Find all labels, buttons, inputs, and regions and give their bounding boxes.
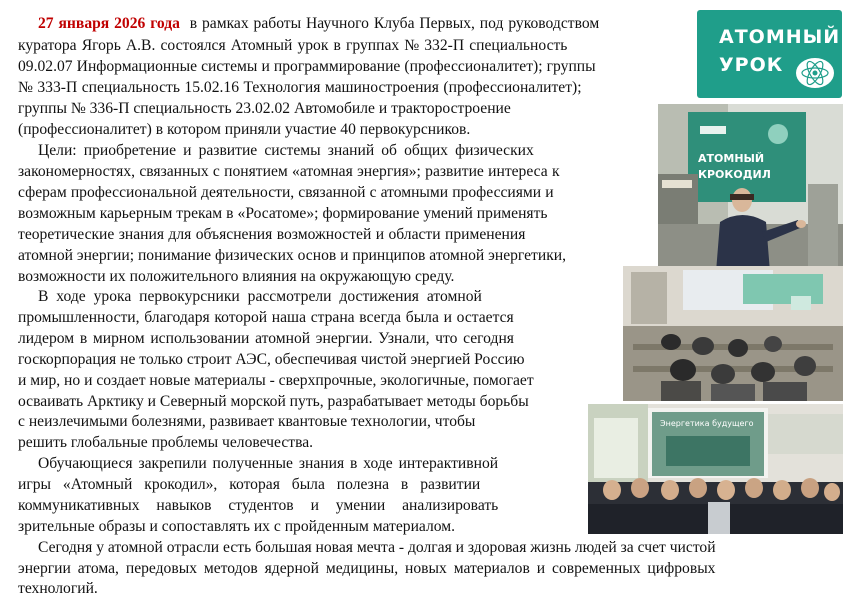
- photo-classroom: [623, 266, 843, 401]
- photo-teacher-slide: [658, 104, 843, 272]
- text-line: группы № 336-П специальность 23.02.02 Автомобиле и тракторостроение: [18, 100, 511, 117]
- text-line: решить глобальные проблемы человечества.: [18, 434, 314, 451]
- text-line: № 333-П специальность 15.02.16 Технология машиностроения (профессионалитет);: [18, 79, 582, 96]
- text-line: с неизлечимыми болезнями, развивает квантовые технологии, чтобы: [18, 413, 476, 430]
- text-line: Сегодня у атомной отрасли есть большая новая мечта - долгая и здоровая жизнь людей за счет чистой: [38, 539, 716, 556]
- line-text: в рамках работы Научного Клуба Первых, под руководством: [189, 15, 600, 32]
- text-line: энергии атома, передовых методов ядерной медицины, новых материалов и современных цифровых: [18, 560, 716, 577]
- slide-line2: КРОКОДИЛ: [698, 168, 771, 181]
- article-date: 27 января 2026 года: [38, 15, 180, 32]
- text-line: В ходе урока первокурсники рассмотрели достижения атомной: [38, 288, 482, 305]
- photo-group: [588, 404, 843, 534]
- logo-line1: АТОМНЫЙ: [719, 26, 841, 48]
- text-line: коммуникативных навыков студентов и умении анализировать: [18, 497, 499, 514]
- text-line: возможным карьерным трекам в «Росатоме»; формирование умений применять: [18, 205, 548, 222]
- photo-teacher-slide-image: [658, 104, 843, 272]
- text-line: игры «Атомный крокодил», которая была полезна в развитии: [18, 476, 481, 493]
- photo-classroom-image: [623, 266, 843, 401]
- text-line: лидером в мирном использовании атомной энергии. Узнали, что сегодня: [18, 330, 514, 347]
- text-line: закономерностях, связанных с понятием «атомная энергия»; развитие интереса к: [18, 163, 560, 180]
- text-line: Цели: приобретение и развитие системы знаний об общих физических: [38, 142, 534, 159]
- text-line: промышленности, благодаря которой наша страна всегда была и остается: [18, 309, 514, 326]
- atomic-lesson-logo: [697, 10, 842, 98]
- atom-badge-icon: [793, 54, 837, 92]
- text-line: сферам профессиональной деятельности, связанной с атомными профессиями и: [18, 184, 554, 201]
- slide-title: Энергетика будущего: [660, 419, 754, 428]
- text-line: осваивать Арктику и Северный морской путь, разрабатывает методы борьбы: [18, 393, 529, 410]
- text-line: зрительные образы и сопоставлять их с пройденным материалом.: [18, 518, 456, 535]
- text-line: Обучающиеся закрепили полученные знания в ходе интерактивной: [38, 455, 499, 472]
- photo-group-image: [588, 404, 843, 534]
- logo-line2: УРОК: [719, 54, 784, 76]
- text-line: технологий.: [18, 580, 98, 597]
- text-line: 09.02.07 Информационные системы и программирование (профессионалитет); группы: [18, 58, 596, 75]
- slide-line1: АТОМНЫЙ: [698, 152, 765, 165]
- text-line: атомной энергии; понимание физических основ и принципов атомной энергетики,: [18, 247, 567, 264]
- text-line: возможности их положительного влияния на окружающую среду.: [18, 268, 455, 285]
- text-line: и мир, но и создает новые материалы - сверхпрочные, экологичные, помогает: [18, 372, 534, 389]
- text-line: (профессионалитет) в котором приняли участие 40 первокурсников.: [18, 121, 471, 138]
- text-line: [38, 14, 688, 33]
- text-line: госкорпорация не только строит АЭС, обеспечивая чистой энергией Россию: [18, 351, 525, 368]
- text-line: куратора Ягорь А.В. состоялся Атомный урок в группах № 332-П специальность: [18, 37, 568, 54]
- text-line: теоретические знания для объяснения возможностей и области применения: [18, 226, 526, 243]
